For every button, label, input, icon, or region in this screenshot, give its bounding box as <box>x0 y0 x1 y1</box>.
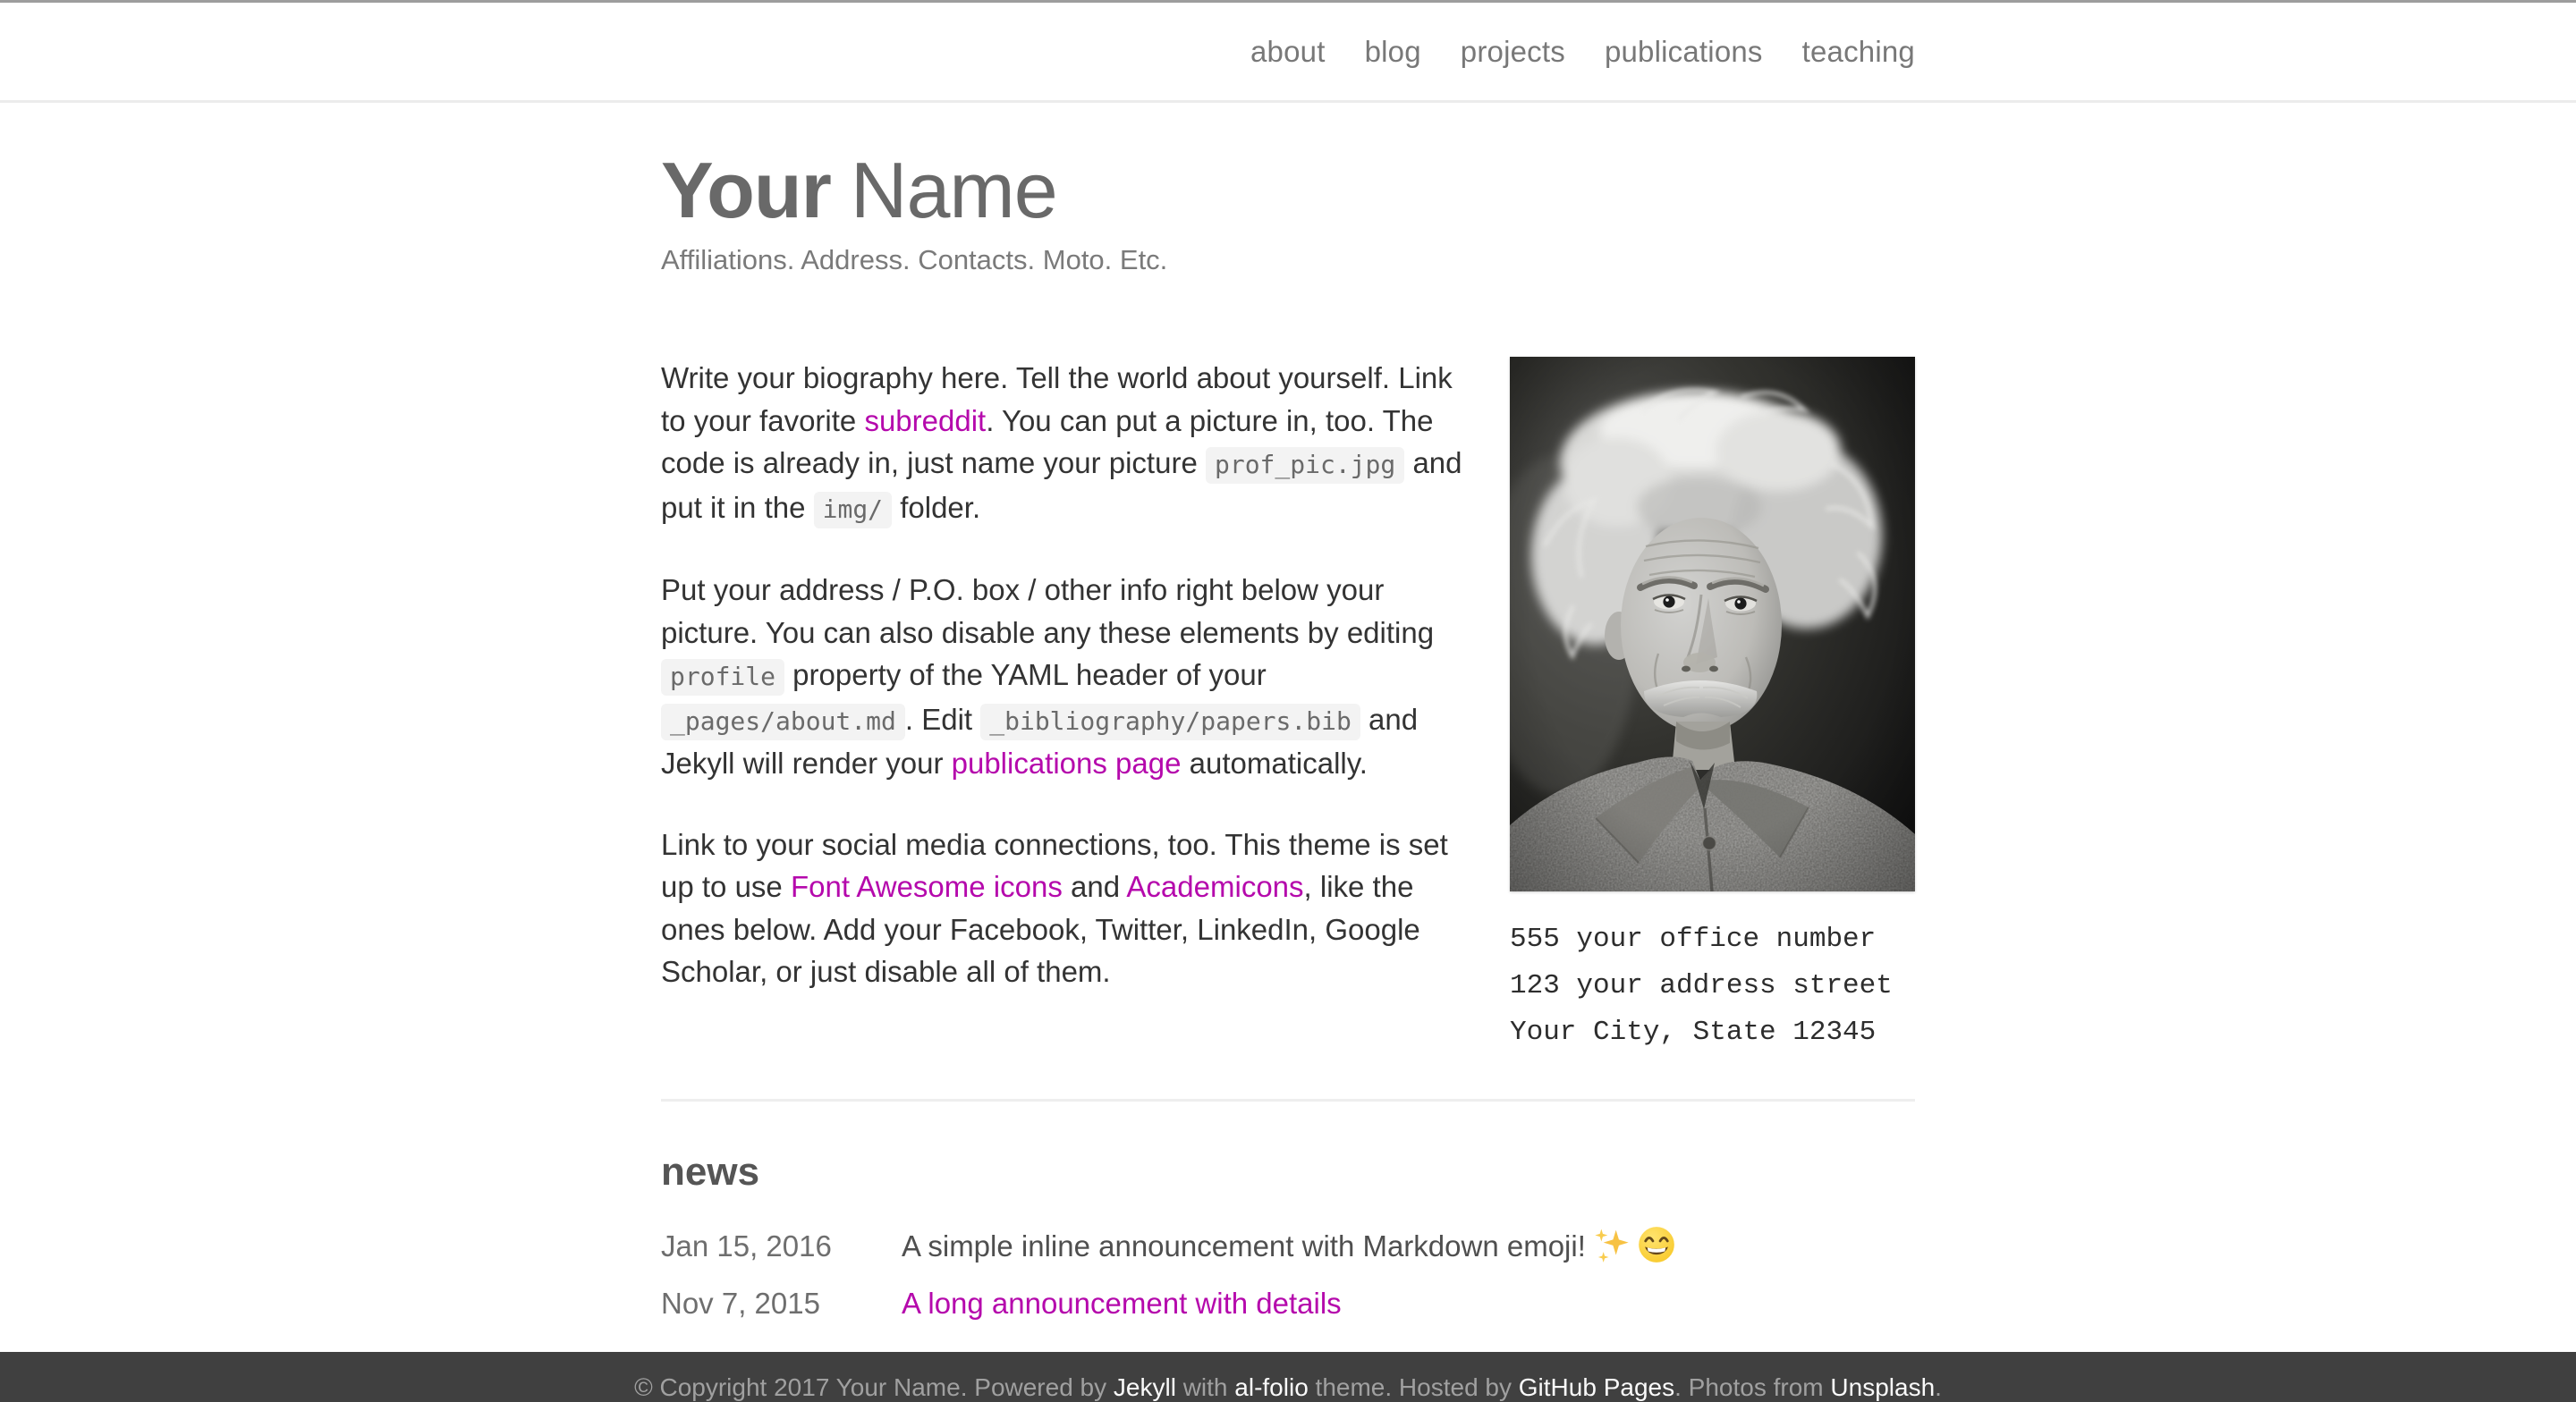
inline-link[interactable]: Unsplash <box>1830 1373 1936 1402</box>
nav-item-publications[interactable]: publications <box>1604 34 1763 68</box>
inline-code: profile <box>661 659 784 696</box>
inline-link[interactable]: subreddit <box>864 403 987 437</box>
nav-item-about[interactable]: about <box>1250 34 1326 68</box>
nav-item-teaching[interactable]: teaching <box>1801 34 1915 68</box>
news-row <box>661 1218 1915 1275</box>
address-line-2: 123 your address street <box>1510 970 1893 1002</box>
profile-photo <box>1510 357 1915 891</box>
inline-code: _bibliography/papers.bib <box>980 704 1360 740</box>
news-text-content: A simple inline announcement with Markdown emoji! <box>902 1229 1586 1263</box>
grinning-face-emoji-icon <box>1638 1226 1675 1263</box>
main-content <box>661 103 1915 1332</box>
nav-item-projects[interactable]: projects <box>1460 34 1565 68</box>
inline-link[interactable]: Jekyll <box>1113 1373 1176 1402</box>
inline-code: _pages/about.md <box>661 704 905 740</box>
inline-code: prof_pic.jpg <box>1206 447 1404 484</box>
news-date: Nov 7, 2015 <box>661 1287 820 1321</box>
site-header <box>0 0 2576 103</box>
inline-link[interactable]: al-folio <box>1234 1373 1309 1402</box>
nav-item-blog[interactable]: blog <box>1364 34 1421 68</box>
top-nav <box>1211 35 1915 69</box>
biography-section <box>661 357 1915 1056</box>
news-list <box>661 1218 1915 1332</box>
profile-sidebar <box>1510 357 1915 1056</box>
news-text <box>902 1282 1342 1325</box>
first-name: Your <box>661 146 831 234</box>
news-text <box>902 1225 1675 1268</box>
sparkles-emoji-icon <box>1593 1226 1631 1263</box>
contact-address <box>1510 916 1915 1056</box>
section-divider <box>661 1099 1915 1102</box>
address-line-1: 555 your office number <box>1510 924 1877 956</box>
news-announcement-link[interactable]: A long announcement with details <box>902 1287 1342 1321</box>
last-name: Name <box>850 146 1057 234</box>
inline-link[interactable]: GitHub Pages <box>1518 1373 1675 1402</box>
inline-link[interactable]: Font Awesome icons <box>790 870 1063 904</box>
site-footer <box>0 1352 2576 1402</box>
bio-paragraph-3: Link to your social media connections, too. This theme is set up to use Font Awesome icons and Academicons, like the ones below. Add your Facebook, Twitter, LinkedIn, Google Scholar, or just disable all of them. <box>661 827 1448 989</box>
page-description: Affiliations. Address. Contacts. Moto. Etc. <box>661 244 1168 276</box>
inline-code: img/ <box>814 492 892 528</box>
footer-copyright: © Copyright 2017 Your Name. Powered by Jekyll with al-folio theme. Hosted by GitHub Pages. Photos from Unsplash. <box>634 1373 1942 1402</box>
inline-link[interactable]: Academicons <box>1126 870 1304 904</box>
news-heading: news <box>661 1150 760 1195</box>
bio-paragraph-1: Write your biography here. Tell the world about yourself. Link to your favorite subreddit. You can put a picture in, too. The code is already in, just name your picture prof_pic.jpg and put it in the img/ folder. <box>661 357 1478 530</box>
page-title <box>661 146 1915 234</box>
biography-text <box>661 357 1510 1056</box>
bio-paragraph-2: Put your address / P.O. box / other info right below your picture. You can also disable any these elements by editing profile property of the YAML header of your _pages/about.md . Edit _bibliography/papers.bib and Jekyll will render your publications page automatically. <box>661 573 1435 781</box>
news-date: Jan 15, 2016 <box>661 1229 832 1263</box>
news-row <box>661 1275 1915 1332</box>
address-line-3: Your City, State 12345 <box>1510 1017 1877 1049</box>
inline-link[interactable]: publications page <box>951 747 1182 781</box>
